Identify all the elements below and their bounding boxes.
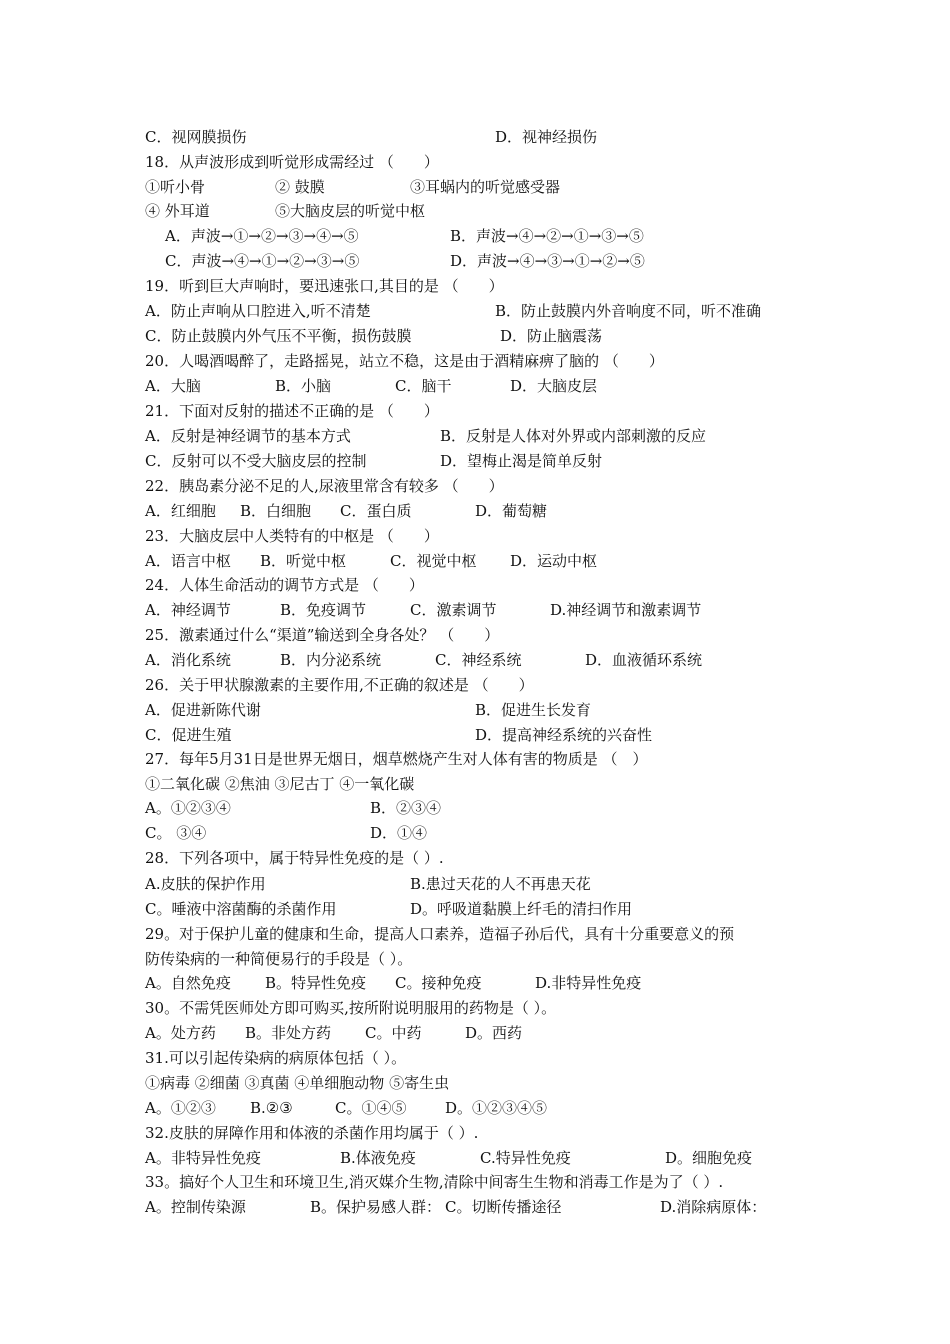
answer-option: C。中药 (365, 1024, 422, 1042)
answer-option: C．反射可以不受大脑皮层的控制 (145, 452, 367, 470)
answer-option: C．激素调节 (410, 601, 497, 619)
answer-option: A．语言中枢 (145, 552, 231, 570)
answer-option: C.特异性免疫 (480, 1149, 571, 1167)
answer-option: D．防止脑震荡 (500, 327, 603, 345)
answer-option: D．声波→④→③→①→②→⑤ (450, 252, 645, 270)
answer-option: C。①④⑤ (335, 1099, 407, 1117)
answer-option: A。①②③④ (145, 799, 231, 817)
answer-option: C。唾液中溶菌酶的杀菌作用 (145, 900, 337, 918)
question-text: 24．人体生命活动的调节方式是 （ ） (145, 576, 424, 594)
answer-option: B。保护易感人群： (310, 1198, 442, 1216)
answer-option: C．促进生殖 (145, 726, 232, 744)
answer-option: D．运动中枢 (510, 552, 598, 570)
answer-option: B．听觉中枢 (260, 552, 347, 570)
question-text: 20．人喝酒喝醉了，走路摇晃，站立不稳，这是由于酒精麻痹了脑的 （ ） (145, 352, 664, 370)
answer-option: B．白细胞 (240, 502, 312, 520)
question-text: 25．激素通过什么“渠道”输送到全身各处？ （ ） (145, 626, 500, 644)
answer-option: D．大脑皮层 (510, 377, 598, 395)
question-text: 33。搞好个人卫生和环境卫生,消灭媒介生物,清除中间寄生生物和消毒工作是为了（ ）. (145, 1173, 724, 1191)
answer-option: D.消除病原体： (660, 1198, 767, 1216)
answer-option: ③耳蜗内的听觉感受器 (410, 178, 561, 196)
answer-option: B．免疫调节 (280, 601, 367, 619)
answer-option: A．神经调节 (145, 601, 231, 619)
question-text: ①病毒 ②细菌 ③真菌 ④单细胞动物 ⑤寄生虫 (145, 1074, 450, 1092)
answer-option: B．声波→④→②→①→③→⑤ (450, 227, 644, 245)
answer-option: C．视觉中枢 (390, 552, 477, 570)
question-text: 32.皮肤的屏障作用和体液的杀菌作用均属于（ ）. (145, 1124, 479, 1142)
question-text: 19．听到巨大声响时，要迅速张口,其目的是 （ ） (145, 277, 504, 295)
answer-option: ④ 外耳道 (145, 202, 210, 220)
answer-option: B．内分泌系统 (280, 651, 382, 669)
answer-option: A．红细胞 (145, 502, 216, 520)
answer-option: B.体液免疫 (340, 1149, 416, 1167)
answer-option: D．血液循环系统 (585, 651, 703, 669)
answer-option: A。非特异性免疫 (145, 1149, 261, 1167)
answer-option: ② 鼓膜 (275, 178, 325, 196)
question-text: 28．下列各项中，属于特异性免疫的是（ ）. (145, 849, 444, 867)
answer-option: B．促进生长发育 (475, 701, 592, 719)
question-text: ①二氧化碳 ②焦油 ③尼古丁 ④一氧化碳 (145, 775, 415, 793)
answer-option: D．望梅止渴是简单反射 (440, 452, 603, 470)
question-text: 防传染病的一种简便易行的手段是（ ）。 (145, 950, 413, 968)
answer-option: D．视神经损伤 (495, 128, 598, 146)
question-text: 26．关于甲状腺激素的主要作用,不正确的叙述是 （ ） (145, 676, 534, 694)
answer-option: C。 ③④ (145, 824, 207, 842)
answer-option: C．蛋白质 (340, 502, 412, 520)
answer-option: D。呼吸道黏膜上纤毛的清扫作用 (410, 900, 633, 918)
question-text: 27．每年5月31日是世界无烟日，烟草燃烧产生对人体有害的物质是 （ ） (145, 750, 648, 768)
answer-option: C．视网膜损伤 (145, 128, 247, 146)
answer-option: D．提高神经系统的兴奋性 (475, 726, 653, 744)
question-text: 30。不需凭医师处方即可购买,按所附说明服用的药物是（ ）。 (145, 999, 557, 1017)
answer-option: A。①②③ (145, 1099, 216, 1117)
question-text: 31.可以引起传染病的病原体包括（ ）。 (145, 1049, 407, 1067)
question-text: 29。对于保护儿童的健康和生命，提高人口素养，造福子孙后代，具有十分重要意义的预 (145, 925, 735, 943)
answer-option: C．防止鼓膜内外气压不平衡，损伤鼓膜 (145, 327, 412, 345)
answer-option: B.患过天花的人不再患天花 (410, 875, 591, 893)
answer-option: A．消化系统 (145, 651, 231, 669)
answer-option: C。接种免疫 (395, 974, 482, 992)
answer-option: C．脑干 (395, 377, 452, 395)
answer-option: D．①④ (370, 824, 428, 842)
answer-option: D．葡萄糖 (475, 502, 548, 520)
answer-option: D。①②③④⑤ (445, 1099, 548, 1117)
answer-option: A。控制传染源 (145, 1198, 246, 1216)
answer-option: D.非特异性免疫 (535, 974, 642, 992)
answer-option: D。细胞免疫 (665, 1149, 753, 1167)
answer-option: A。自然免疫 (145, 974, 231, 992)
answer-option: A．大脑 (145, 377, 201, 395)
answer-option: A．反射是神经调节的基本方式 (145, 427, 351, 445)
question-text: 22．胰岛素分泌不足的人,尿液里常含有较多 （ ） (145, 477, 504, 495)
answer-option: ①听小骨 (145, 178, 206, 196)
answer-option: A．声波→①→②→③→④→⑤ (165, 227, 359, 245)
answer-option: B.②③ (250, 1099, 293, 1117)
answer-option: B。特异性免疫 (265, 974, 367, 992)
answer-option: C．声波→④→①→②→③→⑤ (165, 252, 360, 270)
answer-option: C．神经系统 (435, 651, 522, 669)
answer-option: B．②③④ (370, 799, 442, 817)
answer-option: B。非处方药 (245, 1024, 332, 1042)
answer-option: A.皮肤的保护作用 (145, 875, 266, 893)
answer-option: B．防止鼓膜内外音响度不同，听不准确 (495, 302, 762, 320)
answer-option: ⑤大脑皮层的听觉中枢 (275, 202, 426, 220)
question-text: 23．大脑皮层中人类特有的中枢是 （ ） (145, 527, 439, 545)
answer-option: C。切断传播途径 (445, 1198, 562, 1216)
answer-option: D。西药 (465, 1024, 523, 1042)
question-text: 21．下面对反射的描述不正确的是 （ ） (145, 402, 439, 420)
answer-option: B．反射是人体对外界或内部刺激的反应 (440, 427, 707, 445)
answer-option: A。处方药 (145, 1024, 216, 1042)
answer-option: A．防止声响从口腔进入,听不清楚 (145, 302, 371, 320)
question-text: 18．从声波形成到听觉形成需经过 （ ） (145, 153, 439, 171)
answer-option: A．促进新陈代谢 (145, 701, 261, 719)
answer-option: B．小脑 (275, 377, 332, 395)
answer-option: D.神经调节和激素调节 (550, 601, 702, 619)
